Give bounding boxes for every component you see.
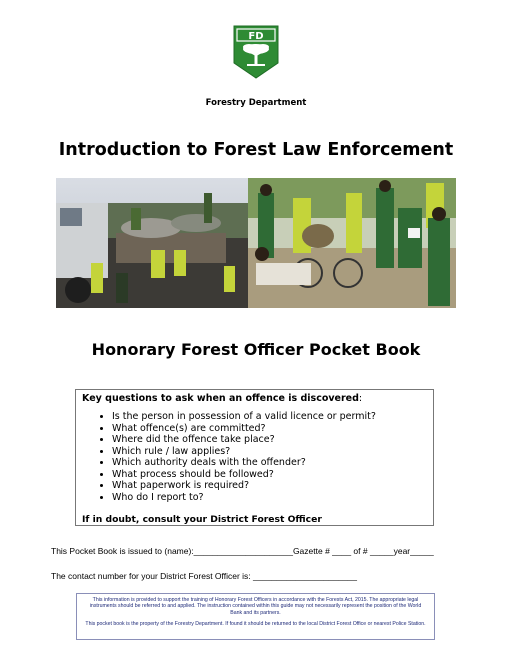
list-item: • What process should be followed? bbox=[112, 469, 376, 481]
disclaimer-notice bbox=[76, 593, 435, 640]
list-item: • Who do I report to? bbox=[112, 492, 376, 504]
list-item: • Is the person in possession of a valid licence or permit? bbox=[112, 411, 376, 423]
key-questions-footer: If in doubt, consult your District Forest Officer bbox=[82, 514, 322, 525]
issued-to-line: This Pocket Book is issued to (name):_____________________Gazette # ____ of # _____year_____ bbox=[51, 546, 434, 556]
cover-photos bbox=[56, 178, 456, 308]
list-item: • Which rule / law applies? bbox=[112, 446, 376, 458]
officers-with-suspect-photo bbox=[248, 178, 456, 308]
key-questions-list bbox=[76, 411, 376, 503]
key-questions-heading bbox=[82, 393, 362, 404]
logo-text: FD bbox=[248, 31, 264, 42]
disclaimer-paragraph: This information is provided to support the training of Honorary Forest Officers in accordance with the Forests Act, 2015. The appropriate legal instruments should be referred to and applied. The instruction contained within this guide may not necessarily represent the position of the World Bank and its partners. bbox=[89, 597, 422, 616]
document-title: Introduction to Forest Law Enforcement bbox=[58, 140, 454, 160]
key-questions-heading-colon: : bbox=[358, 393, 363, 404]
key-questions-heading-text: Key questions to ask when an offence is discovered bbox=[82, 393, 359, 404]
list-item: • Which authority deals with the offender? bbox=[112, 457, 376, 469]
list-item: • Where did the offence take place? bbox=[112, 434, 376, 446]
truck-unloading-photo bbox=[56, 178, 248, 308]
list-item: • What paperwork is required? bbox=[112, 480, 376, 492]
key-questions-box bbox=[75, 389, 434, 526]
list-item: • What offence(s) are committed? bbox=[112, 423, 376, 435]
contact-number-line: The contact number for your District Forest Officer is: ______________________ bbox=[51, 571, 358, 581]
pocket-book-title: Honorary Forest Officer Pocket Book bbox=[91, 340, 421, 359]
ownership-paragraph: This pocket book is the property of the Forestry Department. If found it should be returned to the local District Forest Office or nearest Police Station. bbox=[85, 620, 426, 627]
forestry-department-logo bbox=[233, 25, 279, 79]
department-name: Forestry Department bbox=[205, 98, 307, 108]
